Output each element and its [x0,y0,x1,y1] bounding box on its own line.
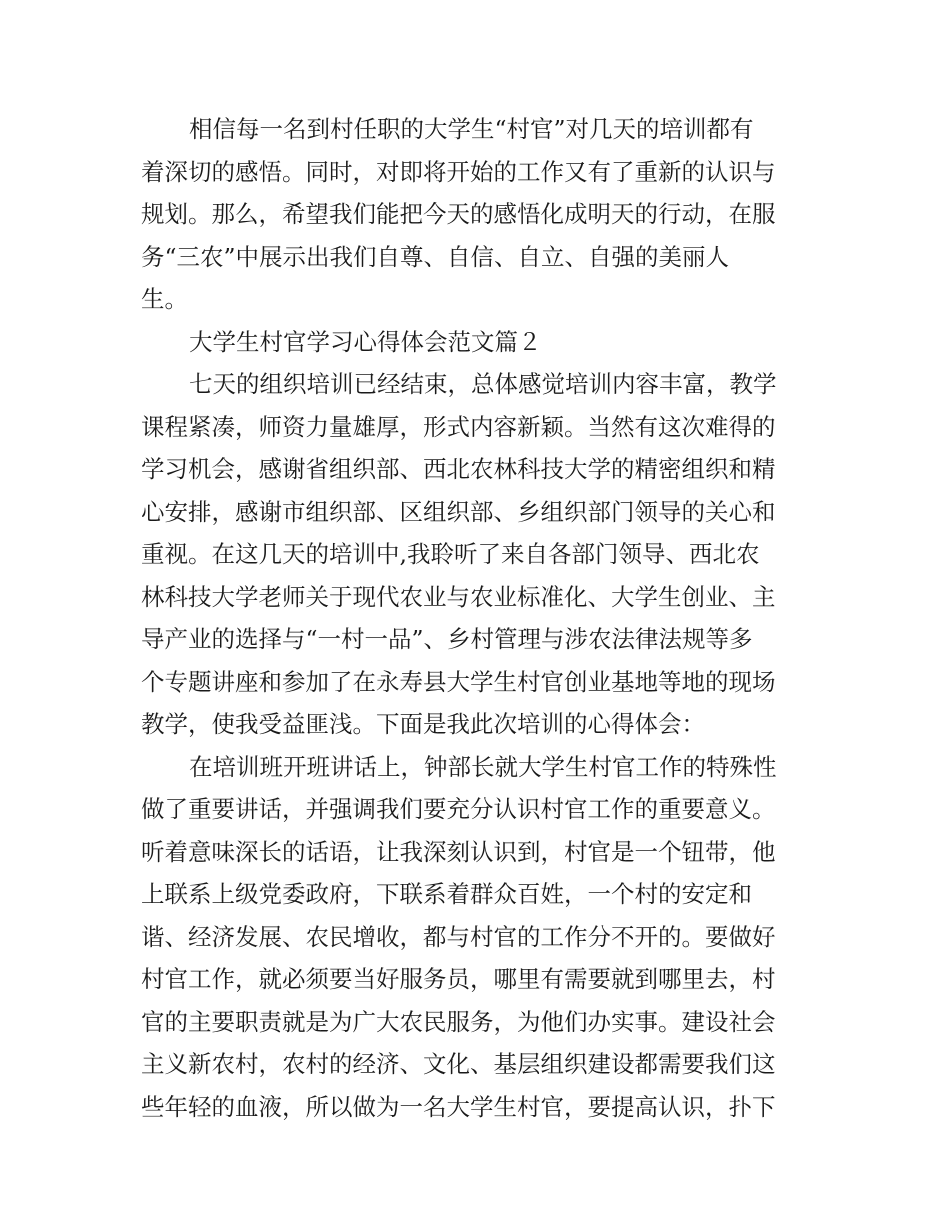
text-line: 重视。在这几天的培训中,我聆听了来自各部门领导、西北农 [141,540,760,568]
paragraph-first-line: 七天的组织培训已经结束，总体感觉培训内容丰富，教学 [189,370,777,398]
text-line: 生。 [141,285,188,313]
paragraph-first-line: 相信每一名到村任职的大学生“村官”对几天的培训都有 [189,115,754,143]
text-line: 做了重要讲话，并强调我们要充分认识村官工作的重要意义。 [141,795,776,823]
text-line: 上联系上级党委政府，下联系着群众百姓，一个村的安定和 [141,880,752,908]
text-line: 规划。那么，希望我们能把今天的感悟化成明天的行动，在服 [141,200,776,228]
paragraph-first-line: 在培训班开班讲话上，钟部长就大学生村官工作的特殊性 [189,752,777,781]
text-line: 导产业的选择与“一村一品”、乡村管理与涉农法律法规等多 [141,625,753,653]
text-line: 听着意味深长的话语，让我深刻认识到，村官是一个钮带，他 [141,837,776,866]
text-line: 些年轻的血液，所以做为一名大学生村官，要提高认识，扑下 [141,1092,776,1121]
text-line: 学习机会，感谢省组织部、西北农林科技大学的精密组织和精 [141,455,776,483]
text-line: 课程紧凑，师资力量雄厚，形式内容新颖。当然有这次难得的 [141,412,776,441]
document-body [141,108,821,1128]
text-line: 官的主要职责就是为广大农民服务，为他们办实事。建设社会 [141,1007,776,1036]
text-line: 主义新农村，农村的经济、文化、基层组织建设都需要我们这 [141,1050,776,1078]
text-line: 个专题讲座和参加了在永寿县大学生村官创业基地等地的现场 [141,667,776,696]
text-line: 村官工作，就必须要当好服务员，哪里有需要就到哪里去，村 [141,965,776,993]
paragraph-first-line: 大学生村官学习心得体会范文篇２ [189,327,542,356]
text-line: 教学，使我受益匪浅。下面是我此次培训的心得体会： [141,710,705,738]
text-line: 着深切的感悟。同时，对即将开始的工作又有了重新的认识与 [141,157,776,186]
text-line: 务“三农”中展示出我们自尊、自信、自立、自强的美丽人 [141,242,730,271]
text-line: 谐、经济发展、农民增收，都与村官的工作分不开的。要做好 [141,922,776,951]
text-line: 心安排，感谢市组织部、区组织部、乡组织部门领导的关心和 [141,497,776,526]
text-line: 林科技大学老师关于现代农业与农业标准化、大学生创业、主 [141,582,776,611]
